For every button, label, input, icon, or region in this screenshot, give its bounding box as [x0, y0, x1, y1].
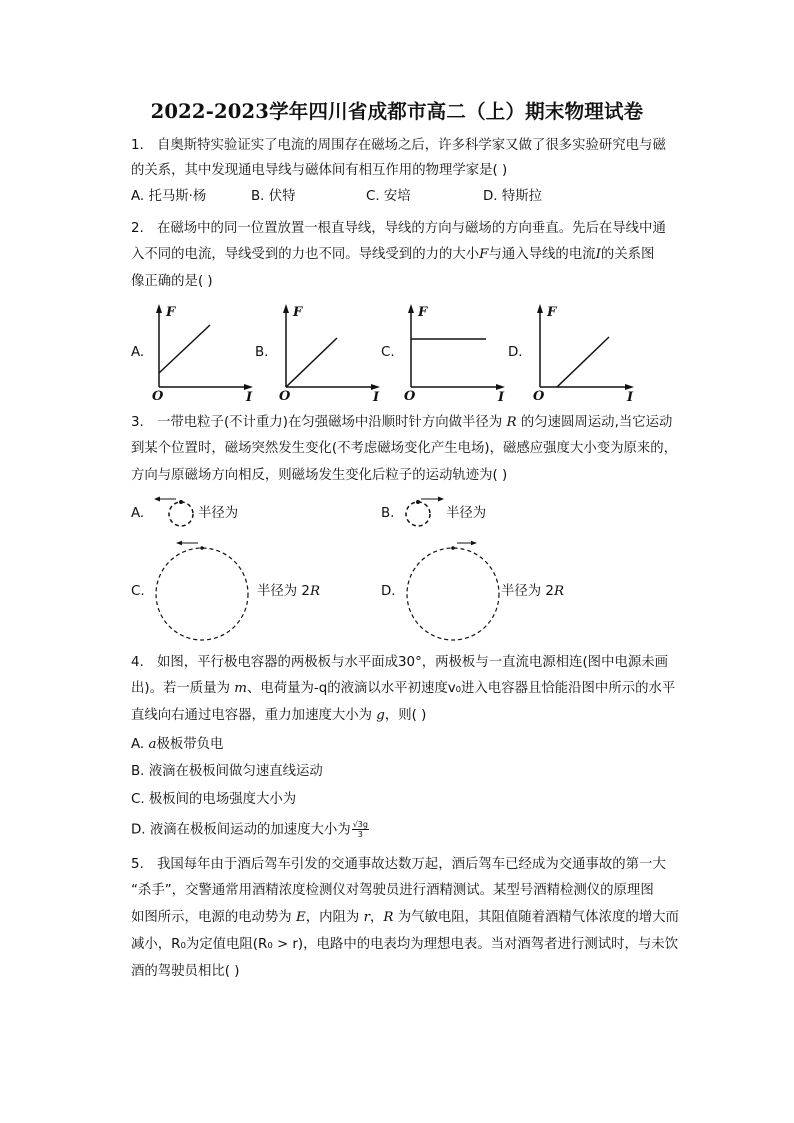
question-2-line-2: 入不同的电流，导线受到的力也不同。导线受到的力的大小F与通入导线的电流I的关系图 [131, 247, 655, 262]
question-1-option-a[interactable]: A. 托马斯·杨 [131, 189, 207, 204]
question-5-line-3: 如图所示，电源的电动势为 E，内阻为 r，R 为气敏电阻，其阻值随着酒精气体浓度的增大而 [131, 910, 679, 925]
svg-text:F: F [166, 305, 176, 320]
question-1-line-1: 1. 自奥斯特实验证实了电流的周围存在磁场之后，许多科学家又做了很多实验研究电与磁 [131, 136, 666, 156]
svg-text:F: F [547, 305, 557, 320]
svg-text:I: I [627, 390, 634, 405]
fraction-sqrt3g-over-3: $\frac{√3g}{3}$ [352, 820, 368, 839]
question-2-option-a-label[interactable]: A. [131, 345, 145, 360]
question-number: 3. [131, 415, 144, 430]
question-number: 5. [131, 857, 144, 872]
question-4-line-3: 直线向右通过电容器，重力加速度大小为 g，则( ) [131, 708, 427, 723]
question-3-option-d-text: 半径为 2R [501, 584, 565, 599]
question-number: 4. [131, 655, 144, 670]
svg-text:I: I [246, 390, 253, 405]
question-2-option-b-label[interactable]: B. [255, 345, 269, 360]
question-3-option-b-text: 半径为 [446, 506, 487, 521]
svg-text:I: I [373, 390, 380, 405]
svg-text:O: O [279, 389, 291, 404]
question-4-line-1: 4. 如图，平行极电容器的两极板与水平面成30°，两极板与一直流电源相连(图中电源未画 [131, 653, 668, 673]
question-3-option-c-label[interactable]: C. [131, 584, 145, 599]
graph-b[interactable] [277, 300, 387, 405]
svg-text:O: O [404, 389, 416, 404]
question-3-option-d-label[interactable]: D. [381, 584, 396, 599]
question-2-line-1: 2. 在磁场中的同一位置放置一根直导线，导线的方向与磁场的方向垂直。先后在导线中通 [131, 219, 666, 239]
question-2-line-3: 像正确的是( ) [131, 274, 213, 289]
question-3-line-1: 3. 一带电粒子(不计重力)在匀强磁场中沿顺时针方向做半径为 R 的匀速圆周运动,当它运动 [131, 413, 672, 433]
trajectory-d-diagram[interactable] [401, 540, 506, 650]
question-3-option-b-label[interactable]: B. [381, 506, 395, 521]
question-4-option-c[interactable]: C. 极板间的电场强度大小为 [131, 792, 297, 807]
question-1-option-c[interactable]: C. 安培 [366, 189, 411, 204]
trajectory-b-diagram[interactable] [400, 493, 450, 533]
question-3-line-2: 到某个位置时，磁场突然发生变化(不考虑磁场变化产生电场)，磁感应强度大小变为原来的， [131, 441, 678, 456]
svg-text:O: O [533, 389, 545, 404]
question-3-line-3: 方向与原磁场方向相反，则磁场发生变化后粒子的运动轨迹为( ) [131, 468, 508, 483]
trajectory-a-diagram[interactable] [150, 493, 200, 533]
question-number: 2. [131, 221, 144, 236]
graph-d[interactable] [531, 300, 641, 405]
svg-text:F: F [418, 305, 428, 320]
question-4-option-b[interactable]: B. 液滴在极板间做匀速直线运动 [131, 764, 323, 779]
question-2-option-d-label[interactable]: D. [508, 345, 523, 360]
question-4-option-a[interactable]: A. a极板带负电 [131, 737, 224, 752]
question-5-line-4: 减小，R₀为定值电阻(R₀ > r)，电路中的电表均为理想电表。当对酒驾者进行测试时，与未饮 [131, 937, 679, 952]
question-2-option-c-label[interactable]: C. [381, 345, 395, 360]
question-4-line-2: 出)。若一质量为 m、电荷量为-q的液滴以水平初速度v₀进入电容器且恰能沿图中所示的水平 [131, 681, 676, 696]
question-4-option-d[interactable]: D. 液滴在极板间运动的加速度大小为 $\frac{√3g}{3}$ [131, 820, 368, 839]
question-1-option-d[interactable]: D. 特斯拉 [483, 189, 543, 204]
question-5-line-5: 酒的驾驶员相比( ) [131, 964, 240, 979]
question-3-option-c-text: 半径为 2R [257, 584, 321, 599]
trajectory-c-diagram[interactable] [150, 540, 255, 650]
question-1-line-2: 的关系，其中发现通电导线与磁体间有相互作用的物理学家是( ) [131, 163, 508, 178]
question-1-option-b[interactable]: B. 伏特 [251, 189, 296, 204]
graph-a[interactable] [150, 300, 260, 405]
svg-text:F: F [293, 305, 303, 320]
question-5-line-1: 5. 我国每年由于酒后驾车引发的交通事故达数万起，酒后驾车已经成为交通事故的第一大 [131, 855, 666, 875]
svg-text:I: I [498, 390, 505, 405]
graph-c[interactable] [402, 300, 512, 405]
exam-title: 2022-2023学年四川省成都市高二（上）期末物理试卷 [150, 100, 644, 123]
question-3-option-a-label[interactable]: A. [131, 506, 145, 521]
question-number: 1. [131, 138, 144, 153]
question-3-option-a-text: 半径为 [198, 506, 239, 521]
svg-text:O: O [152, 389, 164, 404]
question-5-line-2: “杀手”，交警通常用酒精浓度检测仪对驾驶员进行酒精测试。某型号酒精检测仪的原理图 [131, 883, 654, 898]
